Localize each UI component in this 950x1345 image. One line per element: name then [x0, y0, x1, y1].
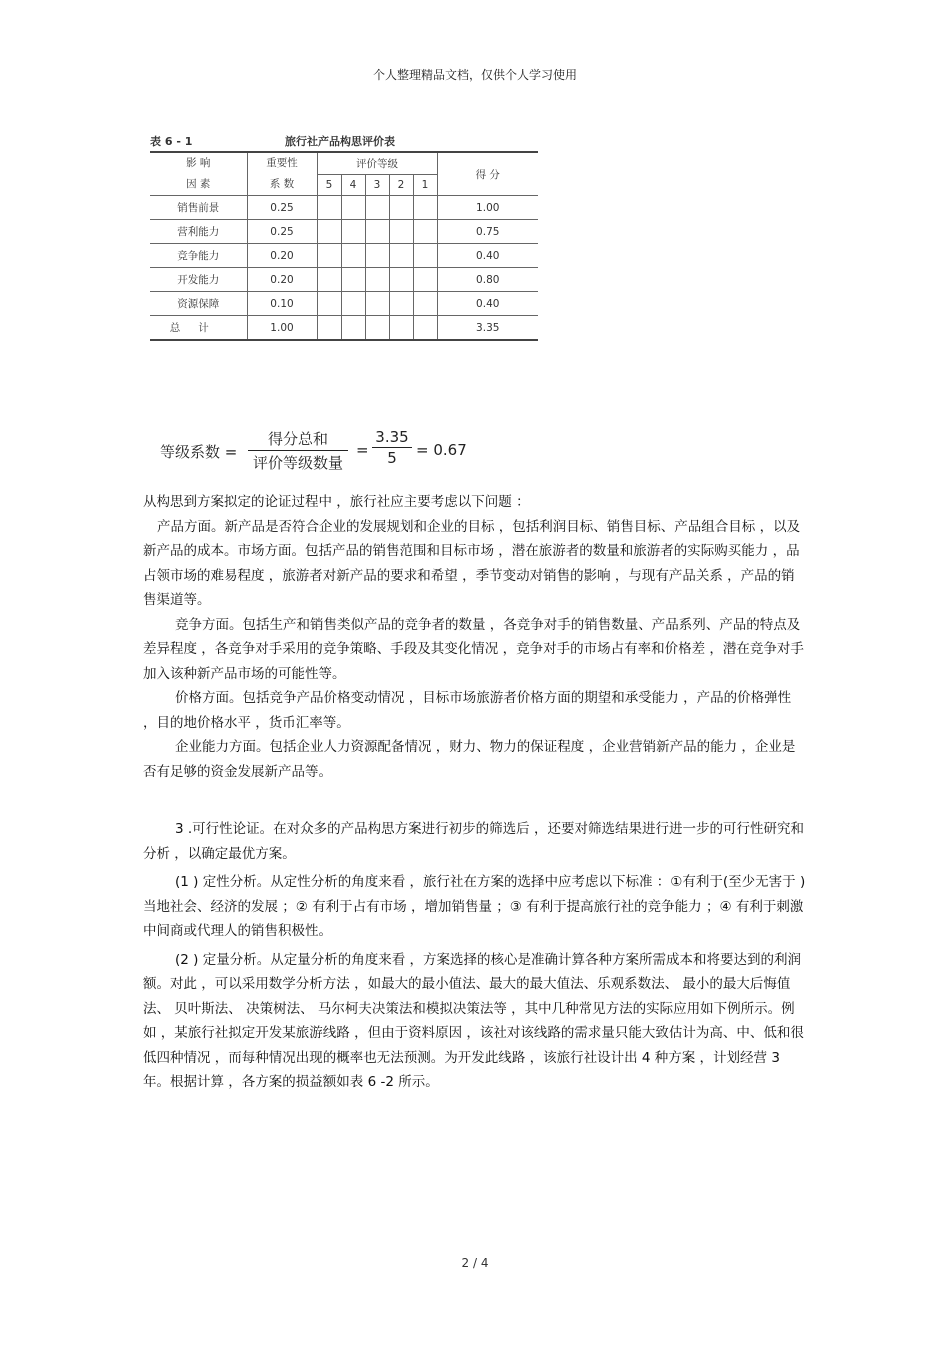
grade-cell: [413, 292, 437, 316]
row-weight: 0.20: [247, 268, 317, 292]
header-weight-line2: 系 数: [269, 178, 295, 190]
body-text-block-2: [143, 817, 807, 1095]
grade-cell: [317, 292, 341, 316]
grade-cell: [413, 268, 437, 292]
grade-cell: [317, 316, 341, 341]
grade-cell: [389, 196, 413, 220]
grade-cell: [317, 196, 341, 220]
grade-cell: [365, 316, 389, 341]
row-factor: 销售前景: [150, 196, 247, 220]
grade-cell: [389, 316, 413, 341]
paragraph: 价格方面。包括竞争产品价格变动情况 ，目标市场旅游者价格方面的期望和承受能力 ，产品的价格弹性 ，目的地价格水平 ，货币汇率等。: [143, 690, 792, 731]
total-score: 3.35: [437, 316, 538, 341]
grade-cell: [413, 196, 437, 220]
paragraph: (1 ) 定性分析。从定性分析的角度来看 ，旅行社在方案的选择中应考虑以下标准 ：①有利于(至少无害于 )当地社会、经济的发展 ；② 有利于占有市场 ，增加销售量 ；③ 有利于提高旅行社的竞争能力 ；④ 有利于刺激中间商或代理人的销售积极性。: [143, 874, 806, 939]
formula-lhs: 等级系数 =: [160, 443, 238, 461]
table-title: 旅行社产品构思评价表: [285, 135, 395, 148]
table-row: [150, 268, 538, 292]
paragraph: 3 .可行性论证。在对众多的产品构思方案进行初步的筛选后 ，还要对筛选结果进行进一步的可行性研究和分析 ，以确定最优方案。: [143, 821, 804, 862]
row-score: 1.00: [437, 196, 538, 220]
header-weight-line1: 重要性: [266, 157, 298, 169]
row-score: 0.75: [437, 220, 538, 244]
grade-2: 2: [389, 174, 413, 196]
header-grade: 评价等级: [317, 152, 437, 174]
grade-cell: [365, 268, 389, 292]
grade-5: 5: [317, 174, 341, 196]
row-weight: 0.10: [247, 292, 317, 316]
grade-cell: [389, 292, 413, 316]
formula-fraction-1: [248, 428, 348, 473]
paragraph: 从构思到方案拟定的论证过程中 ，旅行社应主要考虑以下问题 ：: [143, 494, 530, 510]
grade-cell: [341, 316, 365, 341]
total-label: 总计: [150, 316, 247, 341]
row-factor: 竞争能力: [150, 244, 247, 268]
table-row: [150, 244, 538, 268]
grade-cell: [365, 196, 389, 220]
formula-frac2-numerator: 3.35: [372, 428, 412, 448]
header-factor-line1: 影 响: [186, 157, 211, 169]
row-score: 0.80: [437, 268, 538, 292]
row-score: 0.40: [437, 244, 538, 268]
grade-cell: [389, 220, 413, 244]
row-weight: 0.25: [247, 220, 317, 244]
formula-fraction-2: [372, 428, 412, 467]
grade-cell: [341, 244, 365, 268]
row-factor: 开发能力: [150, 268, 247, 292]
grade-cell: [389, 268, 413, 292]
row-score: 0.40: [437, 292, 538, 316]
table-row: [150, 220, 538, 244]
header-weight: [247, 152, 317, 196]
table-row: [150, 292, 538, 316]
page-number: 2 / 4: [461, 1256, 489, 1270]
row-factor: 营利能力: [150, 220, 247, 244]
paragraph: 产品方面。新产品是否符合企业的发展规划和企业的目标 ，包括利润目标、销售目标、产品组合目标 ，以及新产品的成本。市场方面。包括产品的销售范围和目标市场 ，潜在旅游者的数量和旅游者的实际购买能力 ，品占领市场的难易程度 ，旅游者对新产品的要求和希望 ，季节变动对销售的影响 ，与现有产品关系 ，产品的销售渠道等。: [143, 518, 801, 608]
table-number: 表 6 - 1: [150, 135, 193, 148]
formula-frac1-numerator: 得分总和: [248, 428, 348, 451]
grade-cell: [317, 268, 341, 292]
header-factor-line2: 因 素: [186, 178, 211, 190]
grade-cell: [341, 268, 365, 292]
paragraph: 企业能力方面。包括企业人力资源配备情况 ，财力、物力的保证程度 ，企业营销新产品的能力 ，企业是否有足够的资金发展新产品等。: [143, 739, 796, 780]
grade-3: 3: [365, 174, 389, 196]
formula-frac1-denominator: 评价等级数量: [252, 454, 343, 472]
grade-cell: [365, 244, 389, 268]
header-note: 个人整理精品文档，仅供个人学习使用: [372, 68, 577, 82]
grade-cell: [341, 220, 365, 244]
grade-cell: [341, 196, 365, 220]
grade-cell: [365, 292, 389, 316]
formula-equals: =: [356, 441, 369, 459]
body-text-block-1: [143, 490, 807, 784]
evaluation-table: [150, 151, 538, 341]
row-factor: 资源保障: [150, 292, 247, 316]
grade-cell: [413, 316, 437, 341]
header-factor: [150, 152, 247, 196]
formula-frac2-denominator: 5: [387, 449, 397, 467]
grade-cell: [389, 244, 413, 268]
grade-cell: [413, 244, 437, 268]
grade-1: 1: [413, 174, 437, 196]
table-header-row: [150, 152, 538, 174]
table-total-row: [150, 316, 538, 341]
grade-cell: [365, 220, 389, 244]
paragraph: 竞争方面。包括生产和销售类似产品的竞争者的数量 ，各竞争对手的销售数量、产品系列、产品的特点及差异程度 ，各竞争对手采用的竞争策略、手段及其变化情况 ，竞争对手的市场占有率和价格差 ，潜在竞争对手加入该种新产品市场的可能性等。: [143, 616, 804, 682]
table-row: [150, 196, 538, 220]
grade-cell: [341, 292, 365, 316]
row-weight: 0.25: [247, 196, 317, 220]
grade-cell: [317, 244, 341, 268]
formula-result: = 0.67: [416, 441, 467, 459]
row-weight: 0.20: [247, 244, 317, 268]
total-weight: 1.00: [247, 316, 317, 341]
grade-cell: [413, 220, 437, 244]
paragraph: (2 ) 定量分析。从定量分析的角度来看 ，方案选择的核心是准确计算各种方案所需成本和将要达到的利润额。对此 ，可以采用数学分析方法 ，如最大的最小值法、最大的最大值法、乐观系数法、 最小的最大后悔值法、 贝叶斯法、 决策树法、 马尔柯夫决策法和模拟决策法等 ，其中几种常见方法的实际应用如下例所示。例如 ，某旅行社拟定开发某旅游线路 ，但由于资料原因 ，该社对该线路的需求量只能大致估计为高、中、低和很低四种情况 ，而每种情况出现的概率也无法预测。为开发此线路 ，该旅行社设计出 4 种方案 ，计划经营 3 年。根据计算 ，各方案的损益额如表 6 -2 所示。: [143, 951, 804, 1090]
header-score: 得 分: [437, 152, 538, 196]
grade-4: 4: [341, 174, 365, 196]
grade-cell: [317, 220, 341, 244]
